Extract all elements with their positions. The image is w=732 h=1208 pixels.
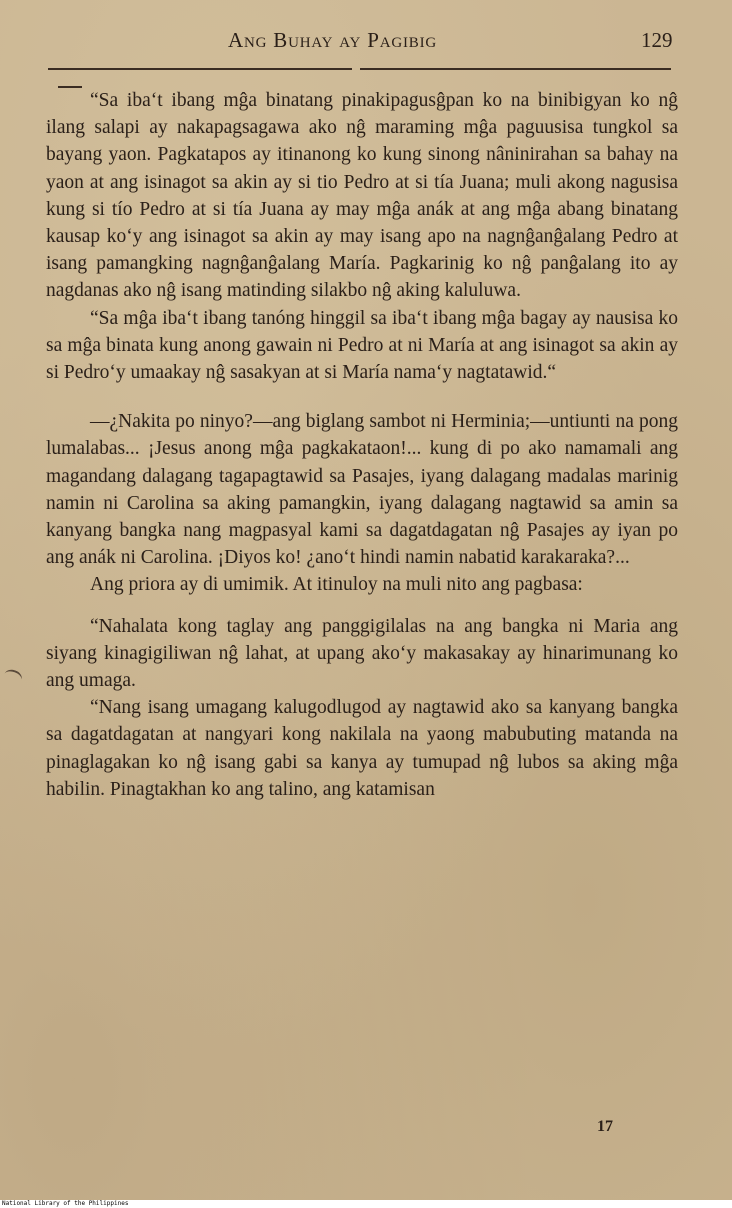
paragraph: —¿Nakita po ninyo?—ang biglang sambot ni Herminia;—untiunti na pong lumalabas... ¡Jesus anong mĝa pagkakataon!... kung di po ako namamali ang magandang dalagang tagapagtawid sa Pasajes, iyang dalagang madalas marinig namin ni Carolina sa aking pamangkin, iyang dalagang nagtawid sa amin sa kanyang bangka nang magpasyal kami sa dagatdagatan nĝ Pasajes ay iyan po ang anák ni Carolina. ¡Diyos ko! ¿ano‘t hindi namin nabatid karakaraka?... [46,411,678,569]
paragraph: “Sa iba‘t ibang mĝa binatang pinakipagusĝpan ko na binibigyan ko nĝ ilang salapi ay nakapagsagawa ako nĝ maraming mĝa paguusisa tungkol sa bayang yaon. Pagkatapos ay itinanong ko kung sinong nâninirahan sa bahay na yaon at ang isinagot sa akin ay si tio Pedro at si tía Juana; muli akong nagusisa kung si tío Pedro at si tía Juana ay may mĝa anák at ang mĝa abang binatang kausap ko‘y ang isinagot sa akin ay may isang apo na nagnĝanĝalang Pedro at isang pamangking nagnĝanĝalang María. Pagkarinig ko nĝ panĝalang ito ay nagdanas ako nĝ isang matinding silakbo nĝ aking kaluluwa. [46,90,678,302]
running-title: Ang Buhay ay Pagibig [228,28,438,52]
margin-pencil-mark [2,667,24,686]
paragraph: “Nahalata kong taglay ang panggigilalas na ang bangka ni Maria ang siyang kinagigiliwan nĝ lahat, at upang ako‘y makasakay ay hinarimunang ko ang umaga. [46,615,678,692]
page-header [0,24,732,60]
page-number: 129 [641,28,673,52]
paragraph-spacer [46,599,678,613]
signature-mark: 17 [597,1118,613,1135]
paragraph-spacer [46,386,678,408]
paragraph: Ang priora ay di umimik. At itinuloy na muli nito ang pagbasa: [90,574,583,596]
paragraph: “Sa mĝa iba‘t ibang tanóng hinggil sa iba‘t ibang mĝa bagay ay nausisa ko sa mĝa binata kung anong gawain ni Pedro at ni María at ang isinagot sa akin ay si Pedro‘y umaakay nĝ sasakyan at si María nama‘y nagtatawid.“ [46,307,678,384]
paragraph: “Nang isang umagang kalugodlugod ay nagtawid ako sa kanyang bangka sa dagatdagatan at nangyari kong nakilala na yaong mabubuting matanda na pinaglagakan ko nĝ isang gabi sa kanya ay tumupad nĝ lubos sa aking mĝa habilin. Pinagtakhan ko ang talino, ang katamisan [46,697,678,800]
scan-footer [0,1200,732,1208]
header-rule-right [360,68,671,70]
library-credit: National Library of the Philippines [2,1200,129,1207]
body-text [46,87,678,803]
header-rule-left [48,68,352,70]
